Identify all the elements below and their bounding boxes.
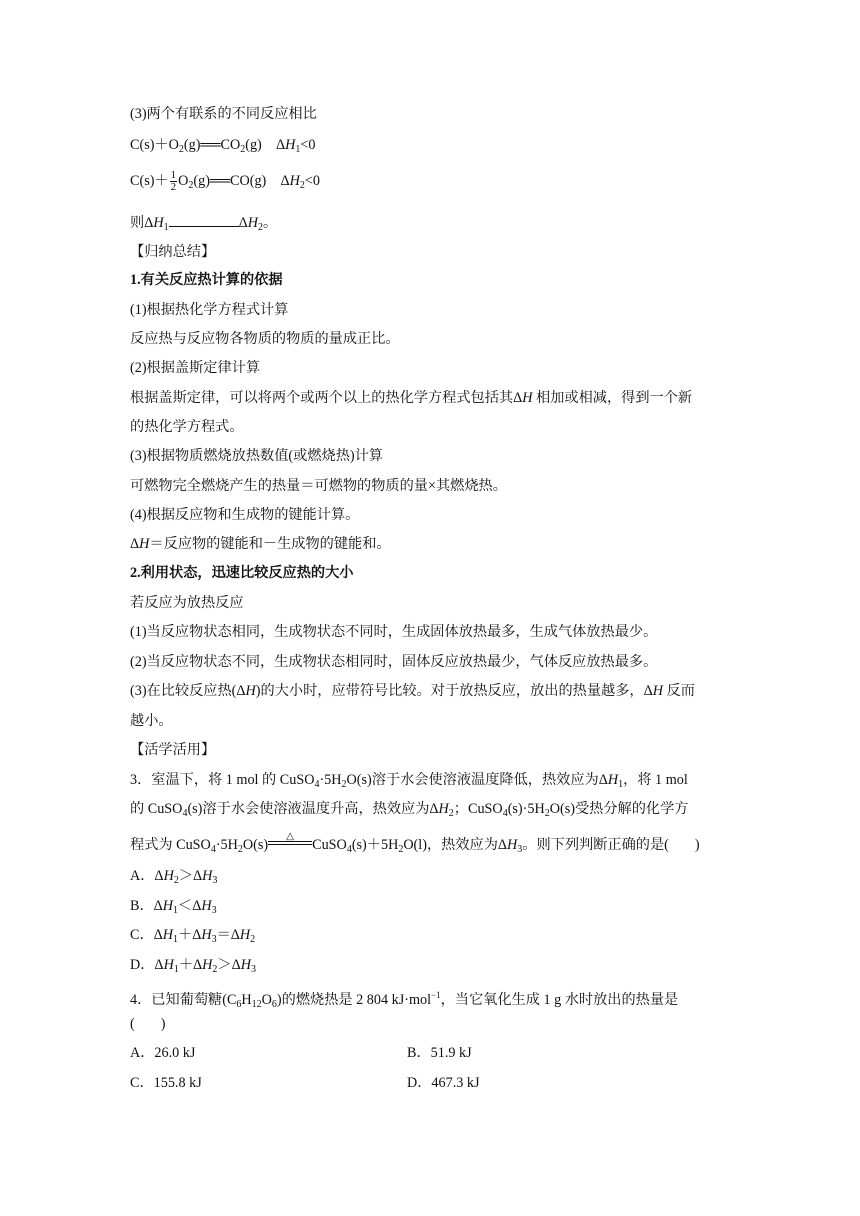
summary-p1a: (1)根据热化学方程式计算 — [130, 302, 289, 318]
q3-line-3: 程式为 $CuSO_4\cdot 5H_2O(s)$ △ $CuSO_4(s)+5H_2O(l)$，热效应为$\Delta H_3$。则下列判断正确的是( ) — [130, 831, 700, 855]
summary-heading-2: 2.利用状态，迅速比较反应热的大小 — [130, 565, 354, 581]
q3-option-c[interactable]: C．$\Delta H_1+\Delta H_3=\Delta H_2$ — [130, 927, 256, 945]
q3-option-b[interactable]: B．$\Delta H_1<\Delta H_3$ — [130, 898, 217, 916]
summary-p2b: 根据盖斯定律，可以将两个或两个以上的热化学方程式包括其ΔH 相加或相减，得到一个新 — [130, 390, 693, 406]
q3-line-1: 3．室温下，将 1 mol 的 $CuSO_4\cdot 5H_2O(s)$溶于水会使溶液温度降低，热效应为$\Delta H_1$，将 1 mol — [130, 772, 688, 790]
eq1-part: C(s)＋O — [130, 137, 179, 153]
eq2-mid2: (g)══CO(g) Δ — [193, 172, 290, 189]
q3-option-d[interactable]: D．$\Delta H_1+\Delta H_2>\Delta H_3$ — [130, 957, 256, 975]
q4-option-a[interactable]: A．26.0 kJ — [130, 1045, 196, 1061]
summary-p2a: (2)根据盖斯定律计算 — [130, 360, 261, 376]
equation-2: C(s)＋ $\frac{1}{2}$ $O_2(g)══CO(g)$ $\Delta H_2<0$ — [130, 169, 320, 193]
compare-line: 则$\Delta H_1$ $\Delta H_2$。 — [130, 215, 278, 233]
eq1-part2: (g)══CO — [183, 137, 241, 153]
equation-1: $C(s)+O_2(g)══CO_2(g)$ $\Delta H_1<0$ — [130, 137, 316, 155]
summary-p1b: 反应热与反应物各物质的物质的量成正比。 — [130, 331, 400, 347]
eq1-part3: (g) Δ — [245, 137, 286, 153]
practice-header: 【活学活用】 — [130, 742, 216, 758]
summary-q1: (1)当反应物状态相同，生成物状态不同时，生成固体放热最多，生成气体放热最少。 — [130, 624, 658, 640]
summary-p4b: ΔH＝反应物的键能和－生成物的键能和。 — [130, 536, 391, 552]
summary-p3a: (3)根据物质燃烧放热数值(或燃烧热)计算 — [130, 448, 383, 464]
q4-line-1: 4．已知葡萄糖$(C_6H_{12}O_6)$的燃烧热是 2 804 kJ·mol$^{-1}$，当它氧化生成 1 g 水时放出的热量是 — [130, 990, 679, 1010]
q3-option-a[interactable]: A．$\Delta H_2>\Delta H_3$ — [130, 868, 218, 886]
q4-option-b[interactable]: B．51.9 kJ — [407, 1045, 472, 1061]
eq2-tail: <0 — [304, 172, 320, 189]
summary-heading-1: 1.有关反应热计算的依据 — [130, 272, 283, 288]
q4-option-d[interactable]: D．467.3 kJ — [407, 1075, 480, 1091]
summary-header: 【归纳总结】 — [130, 244, 216, 260]
eq1-tail: <0 — [300, 137, 316, 153]
summary-p3b: 可燃物完全燃烧产生的热量＝可燃物的物质的量×其燃烧热。 — [130, 478, 507, 494]
summary-p4a: (4)根据反应物和生成物的键能计算。 — [130, 507, 360, 523]
q4-option-c[interactable]: C．155.8 kJ — [130, 1075, 202, 1091]
eq2-lhs: C(s)＋ — [130, 172, 169, 189]
summary-q0: 若反应为放热反应 — [130, 595, 244, 611]
q3-line-2: 的 CuSO$_4$(s)溶于水会使溶液温度升高，热效应为$\Delta H_2$；$CuSO_4(s)\cdot 5H_2O(s)$受热分解的化学方 — [130, 801, 689, 819]
fraction: $\frac{1}{2}$ — [170, 169, 177, 193]
summary-q2: (2)当反应物状态不同，生成物状态相同时，固体反应放热最少，气体反应放热最多。 — [130, 654, 658, 670]
summary-q3b: 越小。 — [130, 713, 173, 729]
answer-blank[interactable] — [169, 214, 239, 227]
q4-line-2: ( ) — [130, 1016, 166, 1032]
summary-p2c: 的热化学方程式。 — [130, 419, 244, 435]
summary-q3a: (3)在比较反应热(ΔH)的大小时，应带符号比较。对于放热反应，放出的热量越多，ΔH 反而 — [130, 683, 695, 699]
section-title: (3)两个有联系的不同反应相比 — [130, 106, 317, 122]
heat-arrow: △ — [268, 841, 312, 849]
eq2-mid: O — [178, 172, 189, 189]
